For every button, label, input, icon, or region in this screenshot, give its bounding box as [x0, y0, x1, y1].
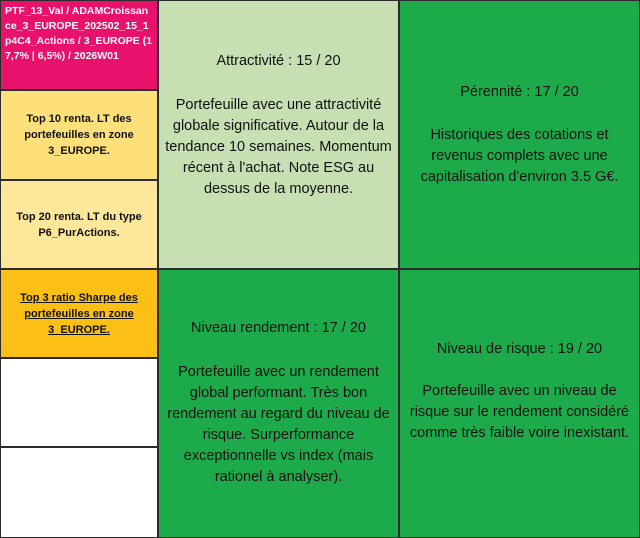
- perennite-title: Pérennité : 17 / 20: [460, 84, 579, 100]
- portfolio-title: PTF_13_Val / ADAMCroissance_3_EUROPE_202502_15_1p4C4_Actions / 3_EUROPE (17,7% | 6,5%) / 2026W01: [5, 5, 153, 62]
- ranking-top10-label: Top 10 renta. LT des portefeuilles en zone 3_EUROPE.: [24, 113, 134, 157]
- risque-title: Niveau de risque : 19 / 20: [436, 341, 603, 357]
- rendement-panel: [158, 269, 399, 538]
- attractivite-body: Portefeuille avec une attractivité globale significative. Autour de la tendance 10 semaines. Momentum récent à l'achat. Note ESG au dessus de la moyenne.: [165, 97, 392, 197]
- ranking-sharpe-cell: [0, 269, 158, 358]
- ranking-top10-cell: [0, 90, 158, 180]
- portfolio-title-cell: [0, 0, 158, 90]
- empty-cell: [0, 358, 158, 447]
- attractivite-title: Attractivité : 15 / 20: [216, 53, 341, 69]
- ranking-top20-label: Top 20 renta. LT du type P6_PurActions.: [16, 210, 142, 239]
- empty-cell: [0, 447, 158, 538]
- attractivite-panel: [158, 0, 399, 269]
- ranking-sharpe-label: Top 3 ratio Sharpe des portefeuilles en zone 3_EUROPE.: [20, 291, 138, 336]
- risque-body: Portefeuille avec un niveau de risque sur le rendement considéré comme très faible voire inexistant.: [409, 383, 630, 441]
- perennite-body: Historiques des cotations et revenus complets avec une capitalisation d'environ 3.5 G€.: [420, 127, 619, 185]
- risque-panel: [399, 269, 640, 538]
- perennite-panel: [399, 0, 640, 269]
- rendement-body: Portefeuille avec un rendement global performant. Très bon rendement au regard du niveau de risque. Surperformance exceptionnelle vs index (mais rationel à analyser).: [167, 364, 390, 485]
- ranking-top20-cell: [0, 180, 158, 269]
- rendement-title: Niveau rendement : 17 / 20: [191, 320, 366, 336]
